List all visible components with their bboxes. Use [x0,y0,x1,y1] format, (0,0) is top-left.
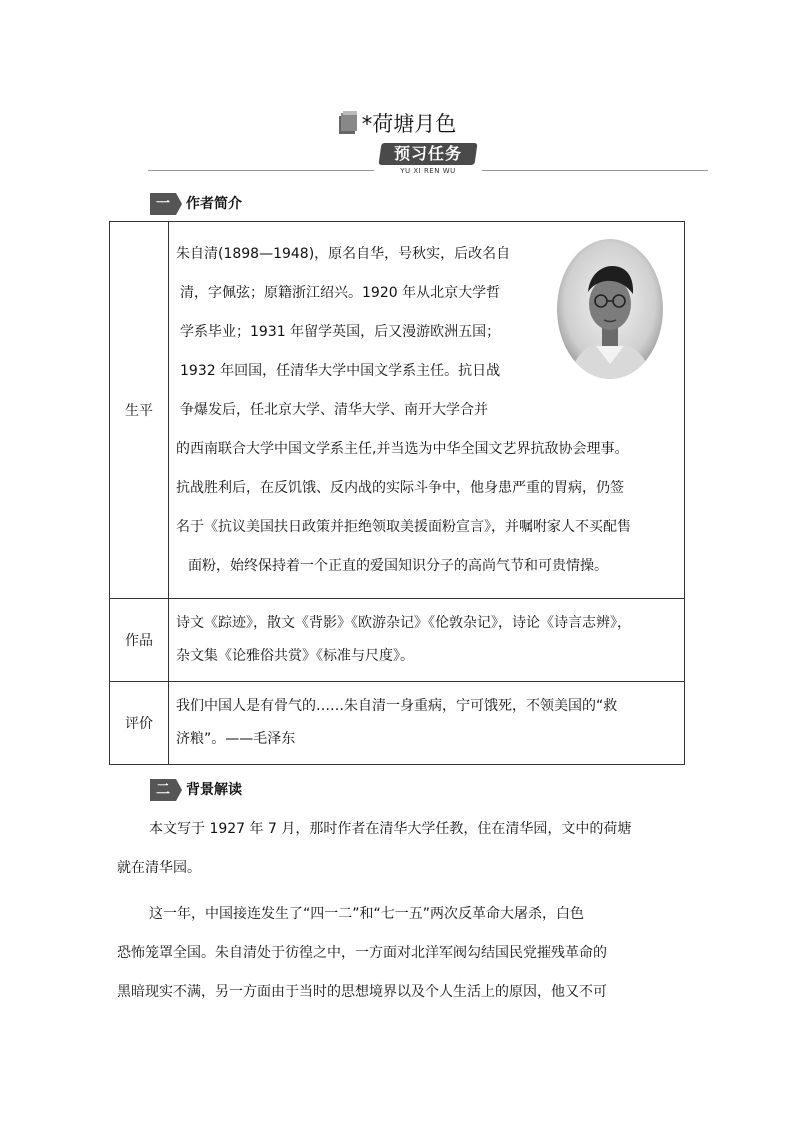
background-paragraph-1 [117,810,687,888]
life-line: 朱自清(1898—1948)，原名自华，号秋实，后改名自 [176,245,511,262]
preview-task-badge [378,143,477,165]
preview-task-label: 预习任务 [393,144,462,163]
row-label-life: 生平 [110,222,169,599]
review-line: 我们中国人是有骨气的……朱自清一身重病，宁可饿死，不领美国的“救 [176,698,618,714]
works-line: 诗文《踪迹》，散文《背影》《欧游杂记》《伦敦杂记》，诗论《诗言志辨》， [176,615,631,631]
paragraph-line: 黑暗现实不满，另一方面由于当时的思想境界以及个人生活上的原因，他又不可 [117,984,607,1000]
section-number: 二 [150,779,176,801]
life-line: 争爆发后，任北京大学、清华大学、南开大学合并 [180,401,488,418]
background-paragraph-2 [117,895,687,1012]
page-title-row [0,108,794,138]
row-label-review: 评价 [110,682,169,765]
page-title: *荷塘月色 [361,112,457,136]
section-label: 作者简介 [186,196,242,212]
life-line: 面粉，始终保持着一个正直的爱国知识分子的高尚气节和可贵情操。 [188,557,608,574]
row-content-works [169,599,685,682]
row-content-review [169,682,685,765]
divider-right [482,170,708,171]
life-line: 名于《抗议美国扶日政策并拒绝领取美援面粉宣言》，并嘱咐家人不买配售 [176,518,631,535]
table-row-review [110,682,685,765]
paragraph-line: 就在清华园。 [117,860,201,876]
review-line: 济粮”。——毛泽东 [176,731,296,747]
paragraph-line: 本文写于 1927 年 7 月，那时作者在清华大学任教，住在清华园，文中的荷塘 [149,821,632,837]
section-label: 背景解读 [186,782,242,798]
preview-task-pinyin: YU XI REN WU [400,167,456,175]
row-label-works: 作品 [110,599,169,682]
life-line: 清，字佩弦；原籍浙江绍兴。1920 年从北京大学哲 [180,284,501,301]
book-icon [338,111,358,135]
author-portrait [556,238,664,380]
divider-left [148,170,374,171]
life-line: 1932 年回国，任清华大学中国文学系主任。抗日战 [180,362,501,379]
paragraph-line: 这一年，中国接连发生了“四一二”和“七一五”两次反革命大屠杀，白色 [149,906,585,922]
section-number: 一 [150,193,176,215]
paragraph-line: 恐怖笼罩全国。朱自清处于彷徨之中，一方面对北洋军阀勾结国民党摧残革命的 [117,945,607,961]
life-line: 抗战胜利后，在反饥饿、反内战的实际斗争中，他身患严重的胃病，仍签 [176,479,624,496]
life-line: 学系毕业；1931 年留学英国，后又漫游欧洲五国； [180,323,501,340]
table-row-works [110,599,685,682]
works-line: 杂文集《论雅俗共赏》《标准与尺度》。 [176,648,414,664]
life-line: 的西南联合大学中国文学系主任,并当选为中华全国文艺界抗敌协会理事。 [176,440,629,457]
